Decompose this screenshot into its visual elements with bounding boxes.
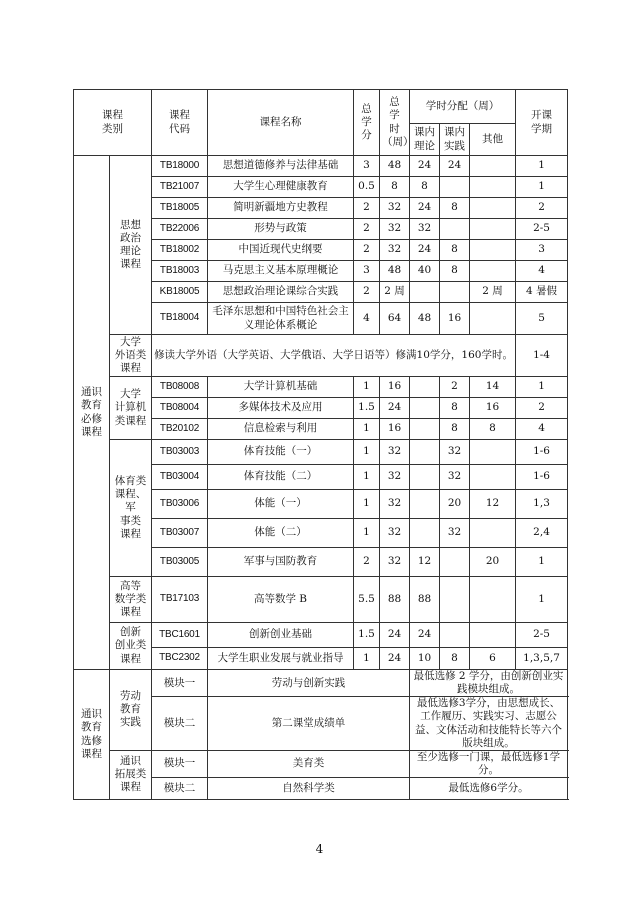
course-hours: 24 (380, 648, 410, 670)
course-hours: 16 (380, 377, 410, 398)
course-name: 大学生职业发展与就业指导 (208, 648, 354, 670)
course-name: 思想政治理论课综合实践 (208, 282, 354, 303)
course-credits: 1 (354, 519, 380, 548)
course-name: 简明新疆地方史教程 (208, 198, 354, 219)
course-practice: 32 (440, 519, 470, 548)
course-code: TBC1601 (152, 623, 208, 648)
course-name: 形势与政策 (208, 219, 354, 240)
course-practice (440, 577, 470, 623)
course-hours: 8 (380, 177, 410, 198)
group-math: 高等 数学类 课程 (110, 577, 152, 623)
course-theory: 40 (410, 261, 440, 282)
header-allocation: 学时分配（周） (410, 90, 516, 124)
course-practice (440, 282, 470, 303)
module-note: 最低选修6学分。 (410, 778, 568, 800)
course-credits: 0.5 (354, 177, 380, 198)
course-theory (410, 398, 440, 419)
curriculum-table (73, 89, 568, 800)
course-code: TB18004 (152, 303, 208, 335)
module-label: 模块一 (152, 670, 208, 697)
course-practice (440, 548, 470, 577)
course-credits: 1.5 (354, 623, 380, 648)
table-row (74, 156, 568, 177)
header-total-hours: 总 学 时 （周） (380, 90, 410, 156)
course-name: 体育技能（一） (208, 440, 354, 465)
course-name: 大学生心理健康教育 (208, 177, 354, 198)
course-other (470, 440, 516, 465)
group-politics: 思想 政治 理论 课程 (110, 156, 152, 335)
course-semester: 1 (516, 377, 568, 398)
module-name: 第二课堂成绩单 (208, 697, 410, 751)
header-practice: 课内 实践 (440, 124, 470, 156)
course-theory: 88 (410, 577, 440, 623)
course-code: TB03005 (152, 548, 208, 577)
course-hours: 32 (380, 519, 410, 548)
course-theory (410, 465, 440, 490)
course-credits: 1 (354, 419, 380, 440)
course-credits: 2 (354, 198, 380, 219)
course-hours: 32 (380, 490, 410, 519)
module-note: 最低选修 2 学分，由创新创业实践模块组成。 (410, 670, 568, 697)
course-theory: 24 (410, 240, 440, 261)
course-semester: 2-5 (516, 623, 568, 648)
course-code: TB03006 (152, 490, 208, 519)
course-semester: 2-5 (516, 219, 568, 240)
course-other: 2 周 (470, 282, 516, 303)
group-computer: 大学 计算机 类课程 (110, 377, 152, 440)
course-practice (440, 219, 470, 240)
course-name: 大学计算机基础 (208, 377, 354, 398)
course-practice: 2 (440, 377, 470, 398)
course-other (470, 577, 516, 623)
course-theory (410, 519, 440, 548)
course-credits: 2 (354, 282, 380, 303)
course-code: TB20102 (152, 419, 208, 440)
course-code: TB08004 (152, 398, 208, 419)
module-label: 模块二 (152, 778, 208, 800)
course-practice: 8 (440, 398, 470, 419)
course-credits: 2 (354, 240, 380, 261)
course-hours: 24 (380, 398, 410, 419)
course-theory (410, 282, 440, 303)
group-language: 大学 外语类 课程 (110, 335, 152, 377)
course-other (470, 465, 516, 490)
course-semester: 2,4 (516, 519, 568, 548)
course-hours: 32 (380, 198, 410, 219)
course-name: 思想道德修养与法律基础 (208, 156, 354, 177)
course-hours: 24 (380, 623, 410, 648)
course-other: 12 (470, 490, 516, 519)
course-practice: 20 (440, 490, 470, 519)
course-theory: 8 (410, 177, 440, 198)
course-credits: 1.5 (354, 398, 380, 419)
course-name: 体能（一） (208, 490, 354, 519)
header-other: 其他 (470, 124, 516, 156)
course-credits: 3 (354, 261, 380, 282)
course-other (470, 303, 516, 335)
course-hours: 16 (380, 419, 410, 440)
course-credits: 1 (354, 440, 380, 465)
table-row (74, 377, 568, 398)
group-elective: 通识 教育 选修 课程 (74, 670, 110, 800)
course-practice: 24 (440, 156, 470, 177)
course-practice: 32 (440, 440, 470, 465)
group-innovation: 创新 创业类 课程 (110, 623, 152, 670)
course-name: 体育技能（二） (208, 465, 354, 490)
table-row (74, 577, 568, 623)
module-note: 至少选修一门课，最低选修1学分。 (410, 750, 568, 777)
course-code: TB08008 (152, 377, 208, 398)
course-theory (410, 440, 440, 465)
course-code: TBC2302 (152, 648, 208, 670)
group-expansion: 通识 拓展类 课程 (110, 750, 152, 799)
course-code: TB17103 (152, 577, 208, 623)
course-semester: 4 (516, 261, 568, 282)
course-other (470, 261, 516, 282)
course-other (470, 156, 516, 177)
course-hours: 88 (380, 577, 410, 623)
module-name: 劳动与创新实践 (208, 670, 410, 697)
course-code: TB03004 (152, 465, 208, 490)
course-code: TB18002 (152, 240, 208, 261)
course-code: TB21007 (152, 177, 208, 198)
course-other (470, 240, 516, 261)
course-credits: 1 (354, 465, 380, 490)
language-note: 修读大学外语（大学英语、大学俄语、大学日语等）修满10学分，160学时。 (152, 335, 516, 377)
course-hours: 32 (380, 219, 410, 240)
table-row (74, 750, 568, 777)
group-required: 通识 教育 必修 课程 (74, 156, 110, 670)
course-name: 马克思主义基本原理概论 (208, 261, 354, 282)
course-theory (410, 490, 440, 519)
course-theory (410, 419, 440, 440)
table-row (74, 670, 568, 697)
course-practice: 16 (440, 303, 470, 335)
course-theory: 12 (410, 548, 440, 577)
course-semester: 1-6 (516, 465, 568, 490)
course-name: 高等数学 B (208, 577, 354, 623)
course-name: 中国近现代史纲要 (208, 240, 354, 261)
course-semester: 1 (516, 177, 568, 198)
course-credits: 4 (354, 303, 380, 335)
course-other: 14 (470, 377, 516, 398)
course-practice: 8 (440, 198, 470, 219)
course-name: 毛泽东思想和中国特色社会主义理论体系概论 (208, 303, 354, 335)
course-practice (440, 623, 470, 648)
course-hours: 32 (380, 440, 410, 465)
course-semester: 4 (516, 419, 568, 440)
course-credits: 1 (354, 490, 380, 519)
course-credits: 3 (354, 156, 380, 177)
course-hours: 48 (380, 261, 410, 282)
header-code: 课程 代码 (152, 90, 208, 156)
page-number: 4 (315, 842, 324, 856)
course-other (470, 198, 516, 219)
course-semester: 2 (516, 398, 568, 419)
course-hours: 32 (380, 240, 410, 261)
table-row (74, 623, 568, 648)
course-theory (410, 377, 440, 398)
header-category: 课程 类别 (74, 90, 152, 156)
course-semester: 4 暑假 (516, 282, 568, 303)
course-other: 20 (470, 548, 516, 577)
course-other: 6 (470, 648, 516, 670)
course-practice: 8 (440, 261, 470, 282)
course-theory: 24 (410, 156, 440, 177)
course-other (470, 177, 516, 198)
course-other (470, 519, 516, 548)
module-name: 自然科学类 (208, 778, 410, 800)
course-hours: 32 (380, 548, 410, 577)
course-practice: 8 (440, 240, 470, 261)
course-semester: 2 (516, 198, 568, 219)
course-name: 多媒体技术及应用 (208, 398, 354, 419)
course-credits: 2 (354, 219, 380, 240)
course-hours: 64 (380, 303, 410, 335)
course-semester: 1,3,5,7 (516, 648, 568, 670)
course-other (470, 623, 516, 648)
header-credits: 总 学 分 (354, 90, 380, 156)
course-credits: 5.5 (354, 577, 380, 623)
course-other: 8 (470, 419, 516, 440)
group-sports: 体育类 课程、军 事类 课程 (110, 440, 152, 577)
course-other: 16 (470, 398, 516, 419)
course-practice: 8 (440, 419, 470, 440)
course-other (470, 219, 516, 240)
course-credits: 1 (354, 648, 380, 670)
course-semester: 1 (516, 577, 568, 623)
header-name: 课程名称 (208, 90, 354, 156)
course-theory: 48 (410, 303, 440, 335)
course-practice: 32 (440, 465, 470, 490)
course-code: TB18003 (152, 261, 208, 282)
course-semester: 1,3 (516, 490, 568, 519)
table-row (74, 335, 568, 377)
course-hours: 2 周 (380, 282, 410, 303)
course-theory: 24 (410, 623, 440, 648)
module-label: 模块一 (152, 750, 208, 777)
course-semester: 1 (516, 548, 568, 577)
course-code: KB18005 (152, 282, 208, 303)
course-code: TB18000 (152, 156, 208, 177)
header-theory: 课内 理论 (410, 124, 440, 156)
table-row (74, 440, 568, 465)
course-hours: 48 (380, 156, 410, 177)
course-code: TB03003 (152, 440, 208, 465)
module-note: 最低选修3学分，由思想成长、工作履历、实践实习、志愿公益、文体活动和技能特长等六个版块组成。 (410, 697, 568, 751)
course-semester: 5 (516, 303, 568, 335)
course-code: TB18005 (152, 198, 208, 219)
course-theory: 10 (410, 648, 440, 670)
course-code: TB22006 (152, 219, 208, 240)
course-semester: 3 (516, 240, 568, 261)
course-code: TB03007 (152, 519, 208, 548)
course-credits: 1 (354, 377, 380, 398)
course-name: 军事与国防教育 (208, 548, 354, 577)
course-name: 体能（二） (208, 519, 354, 548)
course-practice (440, 177, 470, 198)
module-name: 美育类 (208, 750, 410, 777)
course-semester: 1 (516, 156, 568, 177)
course-theory: 24 (410, 198, 440, 219)
course-name: 信息检索与利用 (208, 419, 354, 440)
course-name: 创新创业基础 (208, 623, 354, 648)
header-semester: 开课 学期 (516, 90, 568, 156)
course-credits: 2 (354, 548, 380, 577)
course-semester: 1-4 (516, 335, 568, 377)
course-theory: 32 (410, 219, 440, 240)
course-semester: 1-6 (516, 440, 568, 465)
course-hours: 32 (380, 465, 410, 490)
group-labor: 劳动 教育 实践 (110, 670, 152, 751)
course-practice: 8 (440, 648, 470, 670)
module-label: 模块二 (152, 697, 208, 751)
